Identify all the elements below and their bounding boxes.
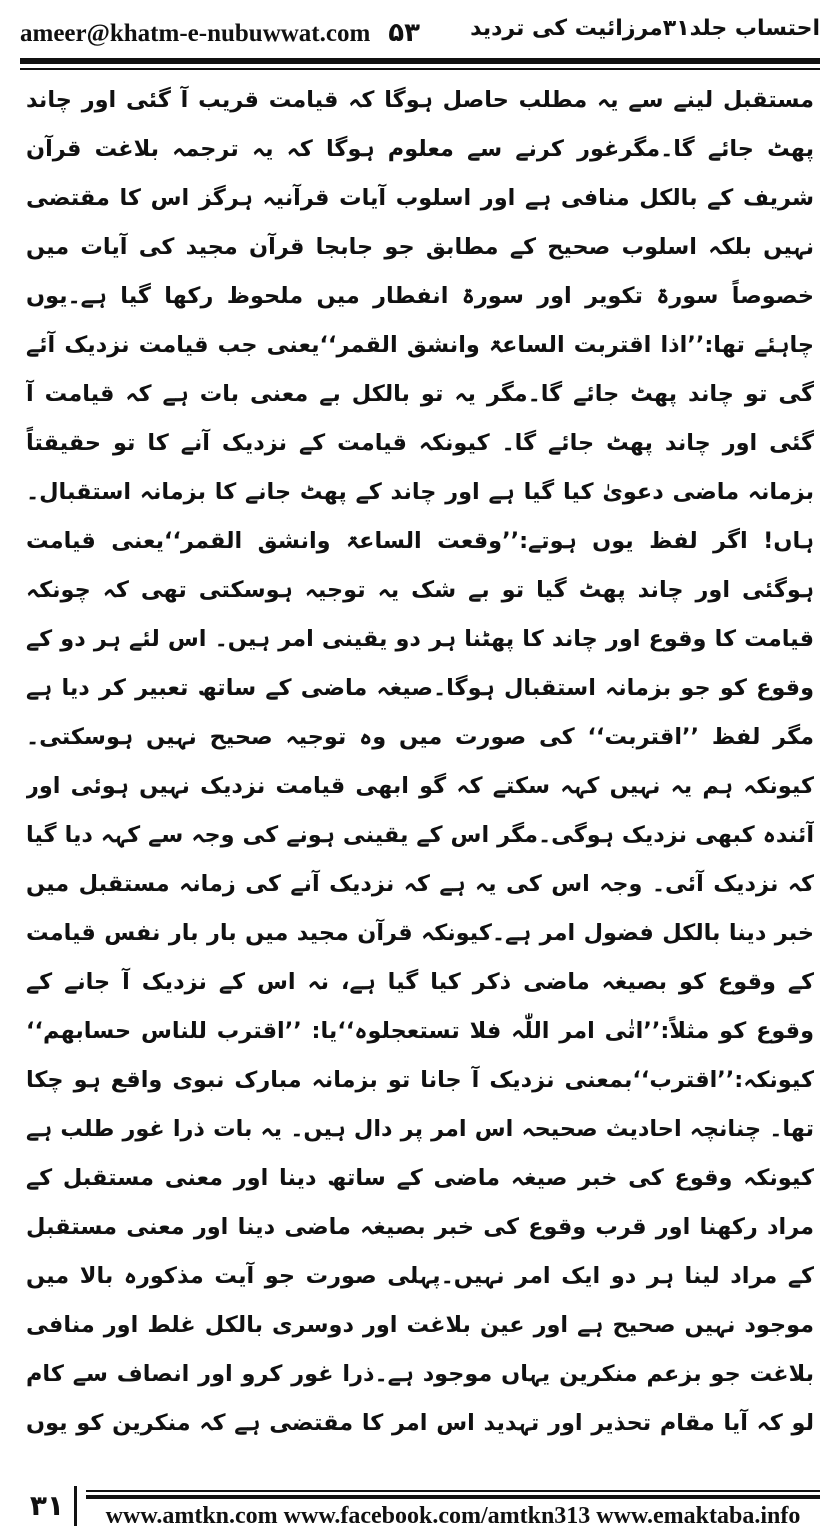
body-paragraph: مستقبل لینے سے یہ مطلب حاصل ہوگا کہ قیامت قریب آ گئی اور چاند پھٹ جائے گا۔مگرغور کرنے سے معلوم ہوگا کہ یہ ترجمہ بلاغت قرآن شریف کے بالکل منافی ہے اور اسلوب آیات قرآنیہ ہرگز اس کا مقتضی نہیں بلکہ اسلوب صحیح کے مطابق جو جابجا قرآن مجید کی آیات میں خصوصاً سورۃ تکویر اور سورۃ انفطار میں ملحوظ رکھا گیا ہے۔یوں چاہئے تھا:’’اذا اقتربت الساعۃ وانشق القمر‘‘یعنی جب قیامت نزدیک آئے گی تو چاند پھٹ جائے گا۔مگر یہ تو بالکل بے معنی بات ہے کہ قیامت آ گئی اور چاند پھٹ جائے گا۔ کیونکہ قیامت کے نزدیک آنے کا تو حقیقتاً بزمانہ ماضی دعویٰ کیا گیا ہے اور چاند کے پھٹ جانے کا بزمانہ استقبال۔ہاں! اگر لفظ یوں ہوتے:’’وقعت الساعۃ وانشق القمر‘‘یعنی قیامت ہوگئی اور چاند پھٹ گیا تو بے شک یہ توجیہ ہوسکتی تھی کہ چونکہ قیامت کا وقوع اور چاند کا پھٹنا ہر دو یقینی امر ہیں۔ اس لئے ہر دو کے وقوع کو جو بزمانہ استقبال ہوگا۔صیغہ ماضی کے ساتھ تعبیر کر دیا ہے مگر لفظ ’’اقتربت‘‘ کی صورت میں وہ توجیہ صحیح نہیں ہوسکتی۔کیونکہ ہم یہ نہیں کہہ سکتے کہ گو ابھی قیامت نزدیک نہیں ہوئی اور آئندہ کبھی نزدیک ہوگی۔مگر اس کے یقینی ہونے کی وجہ سے کہہ دیا گیا کہ نزدیک آئی۔ وجہ اس کی یہ ہے کہ نزدیک آنے کی زمانہ مستقبل میں خبر دینا بالکل فضول امر ہے۔کیونکہ قرآن مجید میں بار بار نفس قیامت کے وقوع کو بصیغہ ماضی ذکر کیا گیا ہے، نہ اس کے نزدیک آ جانے کے وقوع کو مثلاً:’’اتٰی امر اللّٰہ فلا تستعجلوہ‘‘یا: ’’اقترب للناس حسابھم‘‘ کیونکہ:’’اقترب‘‘بمعنی نزدیک آ جانا تو بزمانہ مبارک نبوی واقع ہو چکا تھا۔ چنانچہ احادیث صحیحہ اس امر پر دال ہیں۔ یہ بات ذرا غور طلب ہے کیونکہ وقوع کی خبر صیغہ ماضی کے ساتھ دینا اور معنی مستقبل کے مراد رکھنا اور قرب وقوع کی خبر بصیغہ ماضی دینا اور معنی مستقبل کے مراد لینا ہر دو ایک امر نہیں۔پہلی صورت جو آیت مذکورہ بالا میں موجود نہیں صحیح ہے اور عین بلاغت اور دوسری بالکل غلط اور منافی بلاغت جو بزعم منکرین یہاں موجود ہے۔ذرا غور کرو اور انصاف سے کام لو کہ آیا مقام تحذیر اور تہدید اس امر کا مقتضی ہے کہ منکرین کو یوں xyxy=(26,87,814,1436)
header-rule-thin xyxy=(20,68,820,70)
footer-rule-thin xyxy=(86,1490,820,1492)
header-email: ameer@khatm-e-nubuwwat.com xyxy=(20,20,371,47)
main-text xyxy=(26,76,814,1448)
header-title: احتساب جلد۳۱مرزائیت کی تردید xyxy=(470,16,820,41)
header-rule-thick xyxy=(20,58,820,64)
footer-page-number: ۳۱ xyxy=(20,1486,77,1526)
header-left-group xyxy=(20,18,420,48)
page-header xyxy=(20,14,820,54)
footer-links: www.amtkn.com www.facebook.com/amtkn313 www.emaktaba.info xyxy=(105,1503,801,1529)
footer-rule-thick xyxy=(86,1495,820,1499)
header-page-number: ۵۳ xyxy=(388,18,421,48)
